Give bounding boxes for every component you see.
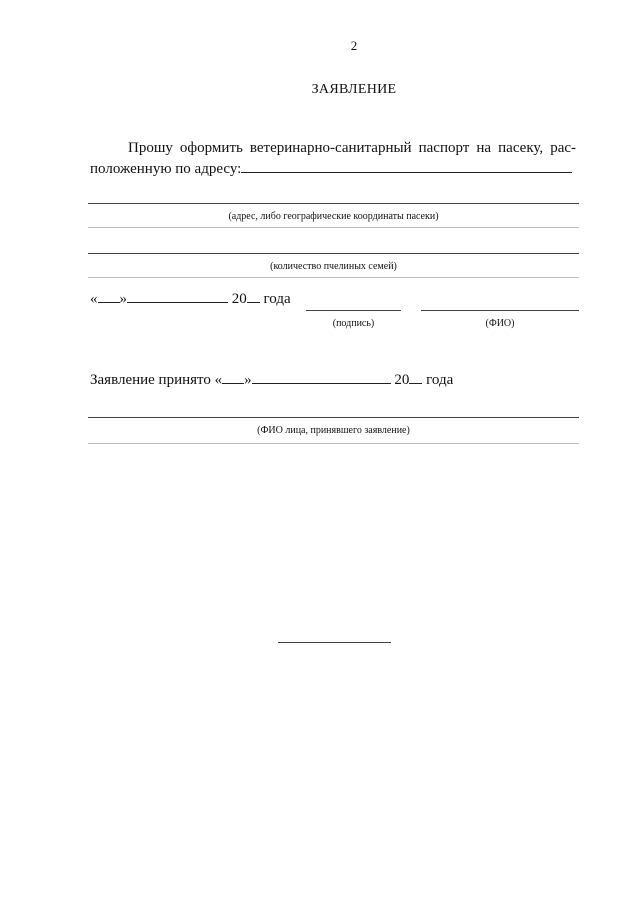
date-close-quote: » xyxy=(119,291,127,307)
accepted-day-blank xyxy=(222,369,244,384)
accepted-date xyxy=(90,369,453,390)
application-date xyxy=(90,288,291,309)
address-caption-underline xyxy=(88,227,579,228)
address-line xyxy=(88,203,579,204)
closing-separator xyxy=(278,642,391,643)
colonies-line xyxy=(88,253,579,254)
address-blank-inline xyxy=(241,158,572,173)
year-prefix: 20 xyxy=(231,291,247,307)
request-text-line-1: Прошу оформить ветеринарно-санитарный паспорт на пасеку, рас- xyxy=(128,140,576,156)
receiver-fio-line xyxy=(88,417,579,418)
year-blank xyxy=(247,288,260,303)
receiver-fio-caption-underline xyxy=(88,443,579,444)
year-suffix: года xyxy=(263,291,291,307)
accepted-month-blank xyxy=(252,369,391,384)
date-open-quote: « xyxy=(90,291,98,307)
page-number: 2 xyxy=(350,38,358,53)
signature-caption: (подпись) xyxy=(332,318,375,329)
accepted-year-prefix: 20 xyxy=(394,372,410,388)
colonies-caption: (количество пчелиных семей) xyxy=(270,261,397,272)
accepted-year-blank xyxy=(409,369,422,384)
fio-caption: (ФИО) xyxy=(485,318,515,329)
receiver-fio-caption: (ФИО лица, принявшего заявление) xyxy=(257,425,410,436)
document-title: ЗАЯВЛЕНИЕ xyxy=(311,82,397,97)
accepted-open-quote: « xyxy=(214,372,223,388)
month-blank xyxy=(127,288,228,303)
accepted-close-quote: » xyxy=(244,372,252,388)
request-text-line-2 xyxy=(90,158,580,179)
day-blank xyxy=(98,288,120,303)
fio-line xyxy=(421,310,579,311)
address-caption: (адрес, либо географические координаты пасеки) xyxy=(228,211,439,222)
signature-line xyxy=(306,310,401,311)
accepted-year-suffix: года xyxy=(426,372,454,388)
accepted-label: Заявление принято xyxy=(90,372,211,388)
address-label: положенную по адресу: xyxy=(90,161,242,177)
colonies-caption-underline xyxy=(88,277,579,278)
